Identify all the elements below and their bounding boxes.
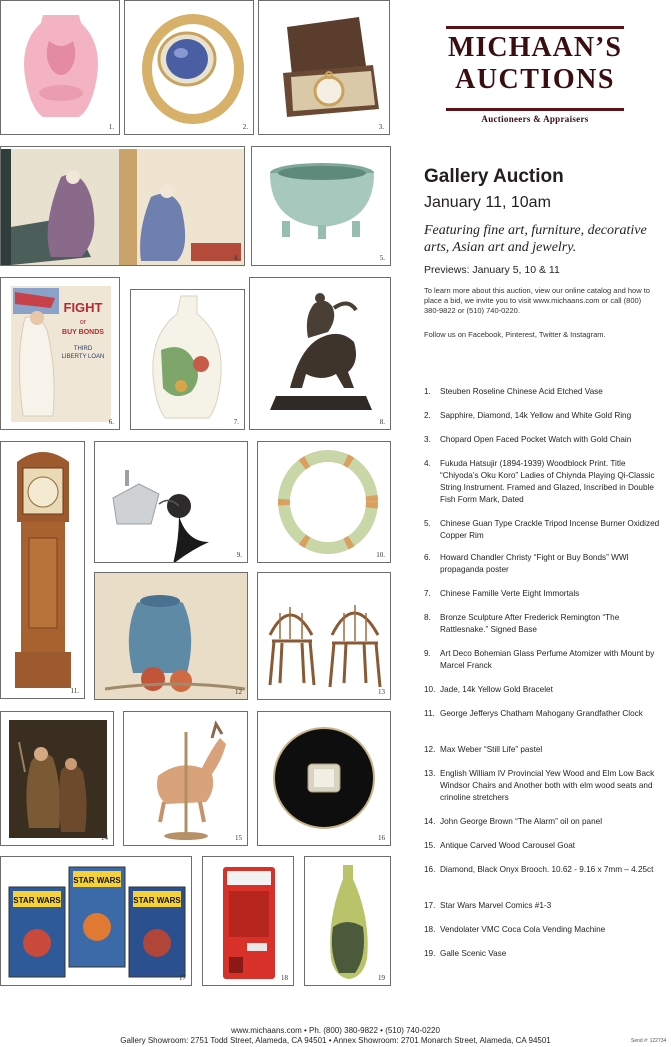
lot-item — [424, 684, 664, 696]
lot-photo-13 — [257, 572, 391, 700]
photo-number: 10. — [376, 551, 385, 559]
lot-photo-6 — [0, 277, 120, 430]
lot-photo-11 — [0, 441, 85, 699]
photo-number: 12 — [235, 688, 242, 696]
social-follow: Follow us on Facebook, Pinterest, Twitter & Instagram. — [424, 330, 606, 339]
lot-description: Art Deco Bohemian Glass Perfume Atomizer with Mount by Marcel Franck — [440, 649, 655, 670]
auction-info: To learn more about this auction, view our online catalog and how to place a bid, we invite you to visit www.michaans.com or call (800) 380-9822 or (510) 740-0220. — [424, 286, 650, 315]
lot-item — [424, 612, 664, 636]
lot-number: 12. — [424, 745, 436, 754]
photo-number: 3. — [378, 123, 384, 131]
footer-addresses: Gallery Showroom: 2751 Todd Street, Alameda, CA 94501 • Annex Showroom: 2701 Monarch Street, Alameda, CA 94501 — [120, 1036, 551, 1045]
lot-photo-17 — [0, 856, 192, 986]
woodblock-print-image — [1, 147, 245, 266]
lot-number: 4. — [424, 459, 431, 468]
lot-photo-2 — [124, 0, 254, 135]
the-alarm-painting-image — [1, 712, 114, 846]
photo-number: 19 — [378, 974, 385, 982]
auction-previews: Previews: January 5, 10 & 11 — [424, 264, 560, 276]
lot-photo-4 — [0, 146, 245, 266]
photo-number: 5. — [379, 254, 385, 262]
lot-description: Sapphire, Diamond, 14k Yellow and White Gold Ring — [440, 411, 632, 420]
lot-item — [424, 708, 664, 720]
lot-description: Chinese Famille Verte Eight Immortals — [440, 589, 580, 598]
poster-line4: THIRD — [73, 346, 93, 352]
windsor-chairs-image — [258, 573, 391, 700]
lot-photo-18 — [202, 856, 294, 986]
lot-photo-8 — [249, 277, 391, 430]
lot-description: George Jefferys Chatham Mahogany Grandfather Clock — [440, 709, 643, 718]
logo-top-rule — [446, 26, 624, 29]
footer — [0, 1026, 671, 1046]
brand-line-2: AUCTIONS — [455, 64, 615, 95]
photo-number: 6. — [108, 418, 114, 426]
lot-item — [424, 816, 664, 828]
photo-number: 7. — [233, 418, 239, 426]
pocket-watch-image — [259, 1, 390, 135]
lot-item — [424, 768, 664, 804]
lot-photo-10 — [257, 441, 391, 563]
fight-bonds-poster-image — [1, 278, 120, 430]
lot-photo-12 — [94, 572, 248, 700]
lot-item — [424, 410, 664, 422]
lot-number: 13. — [424, 769, 436, 778]
lot-number: 19. — [424, 949, 436, 958]
photo-number: 1. — [108, 123, 114, 131]
footer-contact: www.michaans.com • Ph. (800) 380-9822 • (510) 740-0220 — [231, 1026, 440, 1035]
comic-title: STAR WARS — [73, 876, 121, 885]
comic-title: STAR WARS — [13, 896, 61, 905]
pink-vase-image — [1, 1, 120, 135]
photo-number: 4. — [233, 254, 239, 262]
lot-item — [424, 924, 664, 936]
lot-item — [424, 744, 664, 756]
lot-photo-7 — [130, 289, 245, 430]
photo-number: 15 — [235, 834, 242, 842]
poster-line5: LIBERTY LOAN — [61, 354, 105, 360]
brand-line-1: MICHAAN’S — [448, 32, 622, 63]
lot-number: 7. — [424, 589, 431, 598]
lot-photo-5 — [251, 146, 391, 266]
logo-bottom-rule — [446, 108, 624, 111]
photo-number: 17 — [179, 974, 186, 982]
auction-date: January 11, 10am — [424, 194, 551, 211]
lot-description: Galle Scenic Vase — [440, 949, 507, 958]
poster-subtitle: BUY BONDS — [62, 329, 104, 336]
lot-photo-14 — [0, 711, 114, 846]
lot-number: 6. — [424, 553, 431, 562]
lot-description: Chinese Guan Type Crackle Tripod Incense Burner Oxidized Copper Rim — [440, 519, 660, 540]
lot-description: Howard Chandler Christy “Fight or Buy Bonds” WWI propaganda poster — [440, 553, 629, 574]
photo-number: 2. — [242, 123, 248, 131]
photo-number: 14 — [101, 834, 108, 842]
lot-photo-15 — [123, 711, 248, 846]
still-life-pastel-image — [95, 573, 248, 700]
photo-number: 13 — [378, 688, 385, 696]
lot-description: Max Weber “Still Life” pastel — [440, 745, 543, 754]
lot-number: 17. — [424, 901, 436, 910]
lot-description: John George Brown “The Alarm” oil on panel — [440, 817, 603, 826]
auction-feature: Featuring fine art, furniture, decorative arts, Asian art and jewelry. — [424, 223, 647, 255]
famille-verte-vase-image — [131, 290, 245, 430]
lot-number: 1. — [424, 387, 431, 396]
lot-number: 14. — [424, 817, 436, 826]
lot-description: English William IV Provincial Yew Wood and Elm Low Back Windsor Chairs and Another both with elm wood seats and crinoline stretchers — [440, 769, 655, 802]
carousel-goat-image — [124, 712, 248, 846]
photo-number: 16 — [378, 834, 385, 842]
auction-title: Gallery Auction — [424, 166, 564, 187]
lot-description: Diamond, Black Onyx Brooch. 10.62 - 9.16 x 7mm – 4.25ct — [440, 865, 654, 874]
lot-photo-3 — [258, 0, 390, 135]
grandfather-clock-image — [1, 442, 85, 699]
lot-description: Steuben Roseline Chinese Acid Etched Vase — [440, 387, 603, 396]
lot-number: 10. — [424, 685, 436, 694]
lot-number: 16. — [424, 865, 436, 874]
lot-item — [424, 552, 664, 576]
lot-description: Vendolater VMC Coca Cola Vending Machine — [440, 925, 606, 934]
bronze-sculpture-image — [250, 278, 391, 430]
lot-number: 2. — [424, 411, 431, 420]
lot-item — [424, 518, 664, 542]
lot-number: 18. — [424, 925, 436, 934]
brand-logo — [438, 32, 632, 96]
lot-description: Chopard Open Faced Pocket Watch with Gold Chain — [440, 435, 632, 444]
lot-item — [424, 588, 664, 600]
incense-burner-image — [252, 147, 391, 266]
lot-number: 5. — [424, 519, 431, 528]
photo-number: 8. — [379, 418, 385, 426]
lot-item — [424, 648, 664, 672]
lot-photo-19 — [304, 856, 391, 986]
lot-number: 8. — [424, 613, 431, 622]
lot-description: Jade, 14k Yellow Gold Bracelet — [440, 685, 553, 694]
lot-item — [424, 840, 664, 852]
lot-description: Bronze Sculpture After Frederick Remington “The Rattlesnake.” Signed Base — [440, 613, 620, 634]
lot-item — [424, 900, 664, 912]
lot-description: Fukuda Hatsujir (1894-1939) Woodblock Print. Title “Chiyoda’s Oku Koro” Ladies of Chiynda Playing Qi-Classic String Instrument. Framed and Glazed, Inscribed in Double Fish Form Mark, Dated — [440, 459, 655, 504]
send-number: Send #: 122734 — [631, 1038, 667, 1044]
lot-number: 15. — [424, 841, 436, 850]
comic-title: STAR WARS — [133, 896, 181, 905]
lot-description: Star Wars Marvel Comics #1-3 — [440, 901, 552, 910]
lot-description: Antique Carved Wood Carousel Goat — [440, 841, 576, 850]
poster-title: FIGHT — [63, 300, 103, 315]
vending-machine-image — [203, 857, 294, 986]
lot-number: 11. — [424, 709, 435, 718]
perfume-atomizer-image — [95, 442, 248, 563]
lot-number: 3. — [424, 435, 431, 444]
galle-vase-image — [305, 857, 391, 986]
lot-item — [424, 386, 664, 398]
photo-number: 18 — [281, 974, 288, 982]
lot-item — [424, 948, 664, 960]
brand-tagline: Auctioneers & Appraisers — [481, 114, 589, 124]
jade-bracelet-image — [258, 442, 391, 563]
photo-number: 11. — [70, 687, 79, 695]
sapphire-ring-image — [125, 1, 254, 135]
poster-or: or — [79, 319, 87, 326]
photo-number: 9. — [236, 551, 242, 559]
lot-item — [424, 434, 664, 446]
lot-photo-9 — [94, 441, 248, 563]
star-wars-comics-image — [1, 857, 192, 986]
lot-photo-16 — [257, 711, 391, 846]
lot-item — [424, 458, 664, 506]
lot-number: 9. — [424, 649, 431, 658]
lot-item — [424, 864, 664, 876]
lot-photo-1 — [0, 0, 120, 135]
onyx-brooch-image — [258, 712, 391, 846]
